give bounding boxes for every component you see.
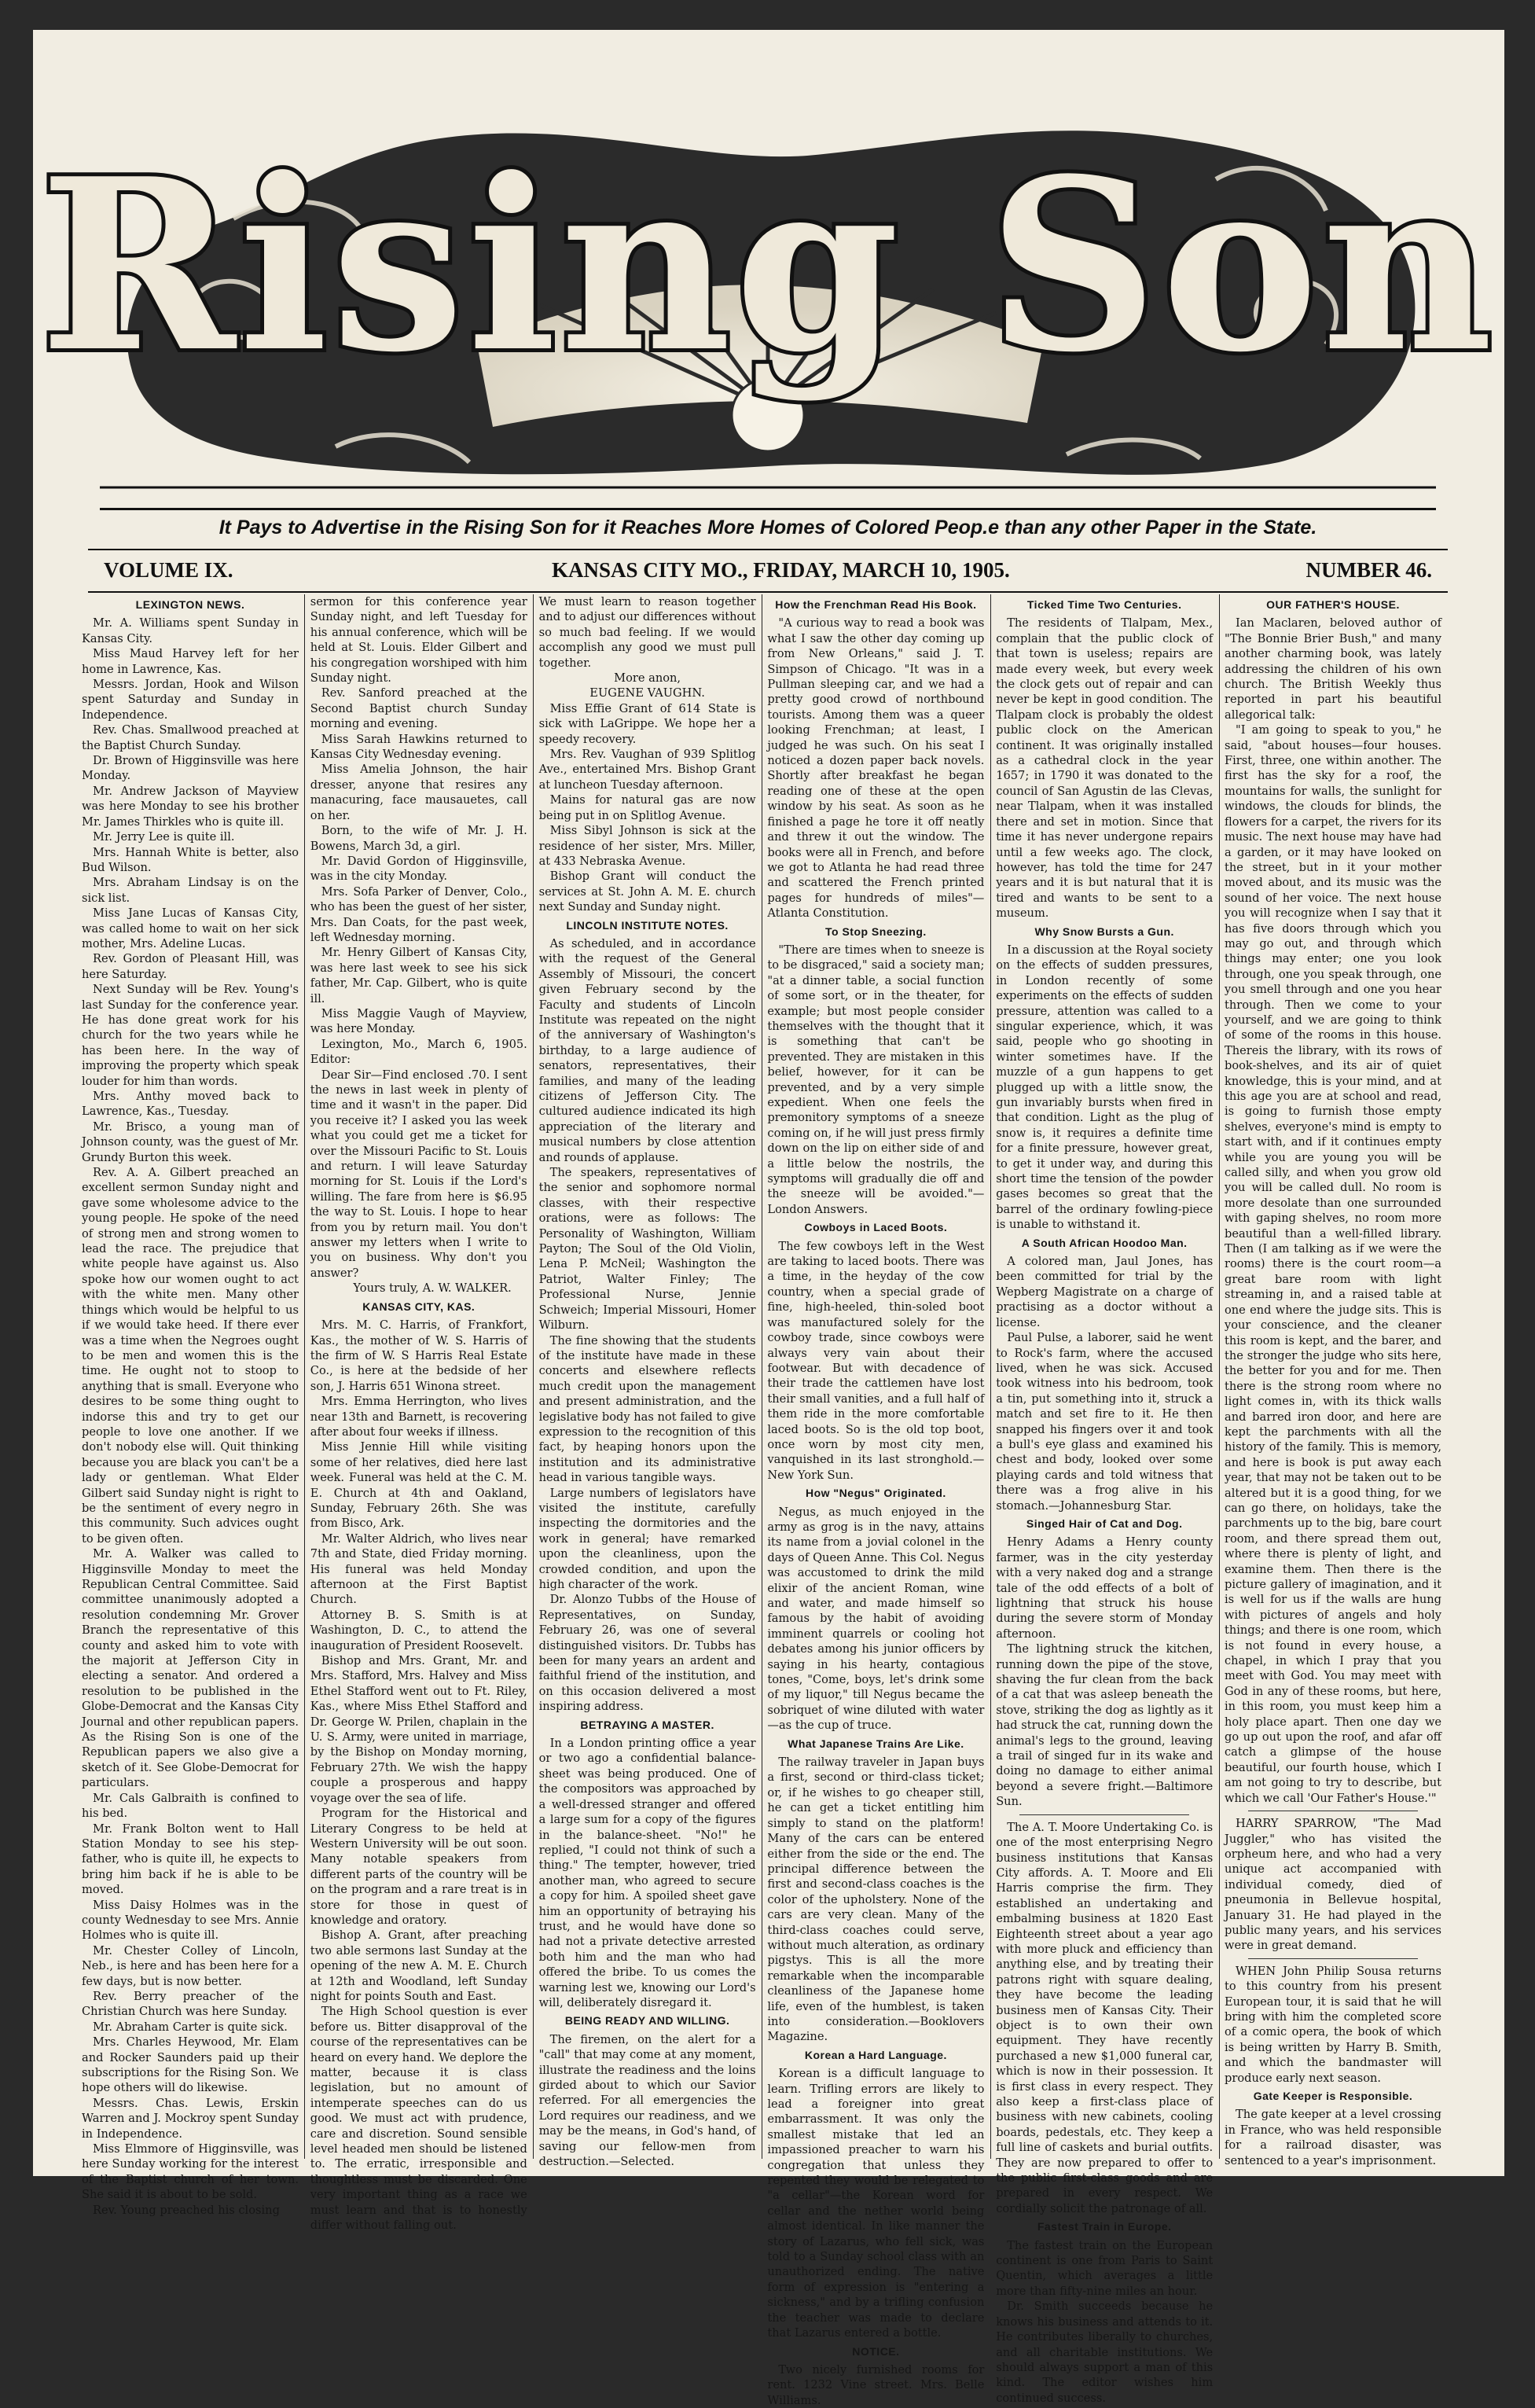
paragraph: Mr. David Gordon of Higginsville, was in the city Monday. <box>310 854 527 884</box>
issue-number: NUMBER 46. <box>1305 558 1432 582</box>
paragraph: Mrs. Anthy moved back to Lawrence, Kas., Tuesday. <box>82 1090 299 1119</box>
column-rule <box>533 594 534 2159</box>
column-rule <box>304 594 305 2159</box>
article-columns <box>82 594 1457 2407</box>
paragraph: The A. T. Moore Undertaking Co. is one of the most enterprising Negro business institutions that Kansas City affords. A. T. Moore and Eli Harris comprise the firm. They established an undertaking and embalming business at 1820 East Eighteenth street about a year ago with more pluck and efficiency than anything else, and by treating their patrons right with square dealing, they have become the leading business men of Kansas City. Their object is to own their own equipment. They have recently purchased a new $1,000 funeral car, which is now in their possession. It is first class in every respect. They also keep a first-class place of business with new cabinets, cooling boards, pedestals, etc. They keep a full line of caskets and burial outfits. They are now prepared to offer to the public first-class goods and are prepared in every respect. We cordially solicit the patronage of all. <box>996 1820 1214 2215</box>
column-1 <box>82 594 299 2217</box>
paragraph: Miss Elmmore of Higginsville, was here Sunday working for the interest of the Baptist church of her town. She said it is about to be sold. <box>82 2142 299 2202</box>
column-divider <box>1248 1958 1418 1959</box>
paragraph: The residents of Tlalpam, Mex., complain that the public clock of that town is useless; repairs are made every week, but every week the clock gets out of repair and can never be kept in good condition. The Tlalpam clock is probably the oldest public clock on the American continent. It was originally installed as a cathedral clock in the year 1657; in 1790 it was donated to the council of San Agustin de las Clevas, near Tlalpam, when it was installed there and set in motion. Since that time it has never undergone repairs until a few weeks ago. The clock, however, has told the time for 247 years and it is but natural that it is tired and wants to be sent to a museum. <box>996 616 1214 921</box>
paragraph: Next Sunday will be Rev. Young's last Sunday for the conference year. He has done great work for his church for the two years while he has been here. In the way of improving the property which speak louder for him than words. <box>82 983 299 1088</box>
paragraph: The fine showing that the students of the institute have made in these concerts and elsewhere reflects much credit upon the management and present administration, and the legislative body has not failed to give expression to the recognition of this fact, by heaping honors upon the institution and its administrative head in various tangible ways. <box>538 1333 756 1485</box>
paragraph: Paul Pulse, a laborer, said he went to Rock's farm, where the accused lived, when he was sick. Accused took witness into his bedroom, took a tin, put something into it, struck a match and set fire to it. He then snapped his fingers over it and took a bull's eye glass and examined his chest and body, looked over some playing cards and told witness that there was a frog alive in his stomach.—Johannesburg Star. <box>996 1331 1214 1513</box>
paragraph: Mrs. M. C. Harris, of Frankfort, Kas., the mother of W. S. Harris of the firm of W. S Harris Real Estate Co., is here at the bedside of her son, J. Harris 651 Winona street. <box>310 1318 527 1393</box>
paragraph: Mrs. Emma Herrington, who lives near 13th and Barnett, is recovering after about four weeks if illness. <box>310 1395 527 1439</box>
column-3 <box>538 594 756 2169</box>
paragraph: Rev. Young preached his closing <box>93 2203 280 2217</box>
paragraph: Mr. Walter Aldrich, who lives near 7th and State, died Friday morning. His funeral was held Monday afternoon at the First Baptist Church. <box>310 1531 527 1607</box>
column-2 <box>310 594 527 2233</box>
paragraph: Negus, as much enjoyed in the army as grog is in the navy, attains its name from a jovial colonel in the days of Queen Anne. This Col. Negus was accustomed to drink the mild elixir of the ancient Roman, wine and water, and made himself so famous by the habit of avoiding imminent quarrels or cooling hot debates among his junior officers by saying in his hearty, contagious tones, "Come, boys, let's drink some of my liquor," till Negus became the sobriquet of wine diluted with water—as the cup of truce. <box>767 1505 985 1733</box>
paragraph: We must learn to reason together and to adjust our differences without so much bad feeling. If we would accomplish any good we must pull together. <box>538 595 756 670</box>
paragraph: "There are times when to sneeze is to be disgraced," said a society man; "at a dinner table, a social function of some sort, or in the theater, for example; but most people consider themselves with the thought that it is something that can't be prevented. They are mistaken in this belief, however, for it can be prevented, and by a very simple expedient. When one feels the premonitory symptoms of a sneeze coming on, if he will just press firmly down on the lip on either side of and a little below the nostrils, the symptoms will gradually die off and the sneeze will be avoided."—London Answers. <box>767 943 985 1216</box>
article-headline: KANSAS CITY, KAS. <box>362 1300 476 1313</box>
paragraph: Miss Amelia Johnson, the hair dresser, anyone that resires any manacuring, face mausauetes, call on her. <box>310 763 527 822</box>
issue-date: KANSAS CITY MO., FRIDAY, MARCH 10, 1905. <box>552 558 1010 582</box>
article-headline: BEING READY AND WILLING. <box>564 2014 730 2027</box>
paragraph: Rev. Gordon of Pleasant Hill, was here Saturday. <box>82 952 299 981</box>
dateline-bar <box>88 549 1448 593</box>
paragraph: Mr. A. Walker was called to Higginsville Monday to meet the Republican Central Committee. Said committee unanimously adopted a resolution condemning Mr. Grover Branch the representative of this county and asked him to vote with the majorit at Jefferson City in electing a senator. And ordered a resolution to be published in the Globe-Democrat and the Kansas City Journal and other republican papers. As the Rising Son is one of the Republican papers we also give a sketch of it. See Globe-Democrat for particulars. <box>82 1547 299 1790</box>
paragraph: Mr. Henry Gilbert of Kansas City, was here last week to see his sick father, Mr. Cap. Gilbert, who is quite ill. <box>310 946 527 1005</box>
article-headline: A South African Hoodoo Man. <box>1021 1236 1188 1249</box>
paragraph: Mr. Andrew Jackson of Mayview was here Monday to see his brother Mr. James Thirkles who is quite ill. <box>82 784 299 829</box>
article-headline: OUR FATHER'S HOUSE. <box>1266 598 1400 611</box>
paragraph: In a London printing office a year or two ago a confidential balance-sheet was being produced. One of the compositors was approached by a well-dressed stranger and offered a large sum for a copy of the figures in the balance-sheet. "No!" he replied, "I could not think of such a thing." The tempter, however, tried another man, who agreed to secure a copy for him. A spoiled sheet gave him an opportunity of betraying his trust, and he would have done so had not a private detective arrested both him and the man who had offered the bribe. To us comes the warning lest we, knowing our Lord's will, deliberately disregard it. <box>538 1737 756 2009</box>
article-headline: How the Frenchman Read His Book. <box>775 598 977 611</box>
paragraph: Mrs. Abraham Lindsay is on the sick list. <box>82 876 299 905</box>
paragraph: Rev. Berry preacher of the Christian Church was here Sunday. <box>82 1989 299 2019</box>
article-headline: NOTICE. <box>852 2344 900 2358</box>
article-headline: BETRAYING A MASTER. <box>580 1718 714 1731</box>
article-headline: To Stop Sneezing. <box>824 925 927 938</box>
paragraph: Program for the Historical and Literary Congress to be held at Western University will be out soon. Many notable speakers from different parts of the country will be on the program and a rare treat is in store for those in quest of knowledge and oratory. <box>310 1807 527 1927</box>
paragraph: sermon for this conference year Sunday night, and left Tuesday for his annual conference, which will be held at St. Louis. Elder Gilbert and his congregation worshiped with him Sunday night. <box>310 595 527 686</box>
paragraph: In a discussion at the Royal society on the effects of sudden pressures, in London recently of some experiments on the effects of sudden pressure, attention was called to a singular experience, which, it was said, people who go shooting in winter sometimes have. If the muzzle of a gun happens to get plugged up with a little snow, the gun invariably bursts when fired in that condition. Light as the plug of snow is, it requires a definite time for a finite pressure, however great, to get it under way, and during this short time the tension of the powder gases becomes so great that the barrel of the ordinary fowling-piece is unable to withstand it. <box>996 943 1214 1232</box>
article-headline: Why Snow Bursts a Gun. <box>1034 925 1174 938</box>
paragraph: Mr. Jerry Lee is quite ill. <box>93 830 235 844</box>
paragraph: Born, to the wife of Mr. J. H. Bowens, March 3d, a girl. <box>310 824 527 853</box>
paragraph: Rev. A. A. Gilbert preached an excellent sermon Sunday night and gave some wholesome advice to the young people. He spoke of the need of strong men and strong women to lead the race. The prejudice that white people have against us. Also spoke how our women ought to act with the white men. Many other things which would be helpful to us if we would take heed. If there ever was a time when the Negroes ought to be men and women this is the time. He ought not to stoop to anything that is small. Everyone who desires to be some thing ought to indorse this and try to get our people to love one another. If we don't nobody else will. Quit thinking because you are black you can't be a lady or gentleman. What Elder Gilbert said Sunday night is right to be the sentiment of every negro in this community. Such advices ought to be given often. <box>82 1166 299 1546</box>
paragraph: Mr. A. Williams spent Sunday in Kansas City. <box>82 616 299 645</box>
paragraph: Rev. Sanford preached at the Second Baptist church Sunday morning and evening. <box>310 686 527 731</box>
paragraph: Miss Jane Lucas of Kansas City, was called home to wait on her sick mother, Mrs. Adeline Lucas. <box>82 906 299 950</box>
newspaper-page <box>33 30 1504 2407</box>
paragraph: Mrs. Rev. Vaughan of 939 Splitlog Ave., entertained Mrs. Bishop Grant at luncheon Tuesday afternoon. <box>538 748 756 792</box>
article-headline: Cowboys in Laced Boots. <box>804 1221 948 1234</box>
paragraph: Rev. Chas. Smallwood preached at the Baptist Church Sunday. <box>82 723 299 752</box>
paragraph: Miss Maud Harvey left for her home in Lawrence, Kas. <box>82 647 299 676</box>
paragraph: Dr. Alonzo Tubbs of the House of Representatives, on Sunday, February 26, was one of several distinguished visitors. Dr. Tubbs has been for many years an ardent and faithful friend of the institution, and on this occasion delivered a most inspiring address. <box>538 1593 756 1714</box>
column-6 <box>1225 594 1441 2167</box>
article-headline: How "Negus" Originated. <box>805 1487 946 1500</box>
paragraph: Miss Daisy Holmes was in the county Wednesday to see Mrs. Annie Holmes who is quite ill. <box>82 1898 299 1943</box>
paragraph: The fastest train on the European continent is one from Paris to Saint Quentin, which averages a little more than fifty-nine miles an hour. <box>996 2238 1214 2298</box>
article-headline: Fastest Train in Europe. <box>1037 2220 1172 2233</box>
paragraph: The firemen, on the alert for a "call" that may come at any moment, illustrate the readiness and the loins girded about to which our Savior referred. For all emergencies the Lord requires our readiness, and we may be the means, in God's hand, of saving our fellow-men from destruction.—Selected. <box>538 2032 756 2169</box>
paragraph: A colored man, Jaul Jones, has been committed for trial by the Wepberg Magistrate on a charge of practising as a doctor without a license. <box>996 1255 1214 1329</box>
paragraph: Miss Maggie Vaugh of Mayview, was here Monday. <box>310 1006 527 1036</box>
centered-line: More anon, <box>614 671 681 686</box>
paragraph: Mr. Chester Colley of Lincoln, Neb., is here and has been here for a few days, but is now better. <box>82 1943 299 1988</box>
paragraph: "I am going to speak to you," he said, "about houses—four houses. First, three, one within another. The first has the sky for a roof, the mountains for walls, the sunlight for windows, the clouds for blinds, the flowers for a carpet, the rivers for its music. The next house may have had a garden, or it may have looked on the street, but in it your mother moved about, and its music was the sound of her voice. The next house you will recognize when I say that it has five doors through which you may go out, and through which things may enter; one you look through, one you speak through, one you smell through and one you hear through. Then we come to your yourself, and we are going to think of some of the rooms in this house. Thereis the library, with its rows of book-shelves, and its air of quiet knowledge, this is your mind, and at this age you are at school and read, is going to furnish those empty shelves, everyone's mind is empty to start with, and if it continues empty while you are young you will be called silly, and when you grow old you will be called dull. No room is more desolate than one surrounded with gaping shelves, no room more beautiful than a well-filled library. Then (I am talking as if we were the rooms) there is the court room—a great bare room with light streaming in, and a raised table at one end where the judge sits. This is your conscience, and the cleaner this room is kept, and the barer, and the stronger the judge who sits here, the better for you and for me. Then there is the strong room where no light comes in, with its thick walls and barred iron door, and here are kept the parchments with all the history of the family. This is memory, and here is book is put away each year, that may not be taken out to be altered but it is a good thing, for we can go there, on holidays, take the parchments up to the big, bare court room, and there spread them out, where there is plenty of light, and examine them. Then there is the picture gallery of imagination, and it is well for us if the walls are hung with pictures of angels and holy things; and there is one room, which is not found in every house, a chapel, in which I pray that you meet with God. You may meet with God in any of these rooms, but here, in this room, you must keep him a holy place apart. Then one day we go up out upon the roof, and afar off catch a glimpse of the house beautiful, our fourth house, which I am not going to try to describe, but which we call 'Our Father's House.'" <box>1225 723 1441 1805</box>
paragraph: "A curious way to read a book was what I saw the other day coming up from New Orleans," said J. T. Simpson of Chicago. "It was in a Pullman sleeping car, and we had a pretty good crowd of northbound tourists. Among them was a queer looking Frenchman; at least, I judged he was such. On his seat I noticed a dozen paper back novels. Shortly after breakfast he began reading one of these at the open window by his seat. As soon as he finished a page he tore it off neatly and threw it out the window. The books were all in French, and before we got to Atlanta he had read three and scattered the French printed pages for hundreds of miles"—Atlanta Constitution. <box>767 616 985 921</box>
paragraph: Mains for natural gas are now being put in on Splitlog Avenue. <box>538 793 756 822</box>
paragraph: Dr. Brown of Higginsville was here Monday. <box>82 754 299 783</box>
paragraph: Miss Sarah Hawkins returned to Kansas City Wednesday evening. <box>310 732 527 762</box>
paragraph: Lexington, Mo., March 6, 1905. Editor: <box>310 1037 527 1067</box>
paragraph: Mr. Abraham Carter is quite sick. <box>93 2020 288 2034</box>
signature: Yours truly, A. W. WALKER. <box>353 1281 512 1296</box>
paragraph: Miss Sibyl Johnson is sick at the residence of her sister, Mrs. Miller, at 433 Nebraska Avenue. <box>538 824 756 868</box>
article-headline: Ticked Time Two Centuries. <box>1026 598 1182 611</box>
paragraph: Ian Maclaren, beloved author of "The Bonnie Brier Bush," and many another charming book, was lately addressing the children of his own church. The British Weekly thus reported in part his beautiful allegorical talk: <box>1225 616 1441 722</box>
paragraph: HARRY SPARROW, "The Mad Juggler," who has visited the orpheum here, and who had a very unique act accompanied with individual comedy, died of pneumonia in Bellevue hospital, January 31. He had played in the public many years, and his services were in great demand. <box>1225 1817 1441 1953</box>
column-4 <box>767 594 985 2407</box>
paragraph: Attorney B. S. Smith is at Washington, D. C., to attend the inauguration of President Roosevelt. <box>310 1608 527 1653</box>
paragraph: The lightning struck the kitchen, running down the pipe of the stove, shaving the fur clean from the back of a cat that was asleep beneath the stove, striking the dog as lightly as it had struck the cat, running down the animal's legs to the ground, leaving a trail of singed fur in its wake and doing no damage to either animal beyond a severe fright.—Baltimore Sun. <box>996 1642 1214 1809</box>
paragraph: Mrs. Hannah White is better, also Bud Wilson. <box>82 845 299 874</box>
paragraph: Bishop and Mrs. Grant, Mr. and Mrs. Stafford, Mrs. Halvey and Miss Ethel Stafford went out to Ft. Riley, Kas., where Miss Ethel Stafford and Dr. George W. Prilen, chaplain in the U. S. Army, were united in marriage, by the Bishop on Monday morning, February 27th. We wish the happy couple a prosperous and happy voyage over the sea of life. <box>310 1654 527 1805</box>
paragraph: As scheduled, and in accordance with the request of the General Assembly of Missouri, the concert given February second by the Faculty and students of Lincoln Institute was repeated on the night of the anniversary of Washington's birthday, to a large audience of senators, representatives, their families, and many of the leading citizens of Jefferson City. The cultured audience indicated its high appreciation of the literary and musical numbers by close attention and rounds of applause. <box>538 936 756 1164</box>
volume-label: VOLUME IX. <box>104 558 233 582</box>
article-headline: Korean a Hard Language. <box>804 2048 947 2061</box>
paragraph: Mrs. Sofa Parker of Denver, Colo., who has been the guest of her sister, Mrs. Dan Coats, for the past week, left Wednesday morning. <box>310 884 527 944</box>
paragraph: Two nicely furnished rooms for rent. 1232 Vine street. Mrs. Belle Williams. <box>767 2362 985 2407</box>
paragraph: Miss Effie Grant of 614 State is sick with LaGrippe. We hope her a speedy recovery. <box>538 701 756 746</box>
paragraph: Messrs. Chas. Lewis, Erskin Warren and J. Mockroy spent Sunday in Independence. <box>82 2096 299 2141</box>
article-headline: What Japanese Trains Are Like. <box>788 1737 964 1750</box>
column-divider <box>1019 1814 1189 1815</box>
paragraph: Messrs. Jordan, Hook and Wilson spent Saturday and Sunday in Independence. <box>82 678 299 722</box>
paragraph: Large numbers of legislators have visited the institute, carefully inspecting the dormitories and the work in general; have remarked upon the cleanliness, upon the crowded condition, and upon the high character of the work. <box>538 1486 756 1591</box>
paragraph: Bishop A. Grant, after preaching two able sermons last Sunday at the opening of the new A. M. E. Church at 12th and Woodland, left Sunday night for points South and East. <box>310 1928 527 2003</box>
column-5 <box>996 594 1214 2405</box>
paragraph: The railway traveler in Japan buys a first, second or third-class ticket; or, if he wishes to go cheaper still, he can get a ticket entitling him simply to stand on the platform! Many of the cars can be entered either from the side or the end. The principal difference between the first and second-class coaches is the color of the upholstery. None of the cars are very clean. Many of the third-class coaches could serve, without much alteration, as ordinary pigstys. This is all the more remarkable when the incomparable cleanliness of the Japanese home life, even of the humblest, is taken into consideration.—Booklovers Magazine. <box>767 1755 985 2044</box>
paragraph: Mr. Frank Bolton went to Hall Station Monday to see his step-father, who is quite ill, he expects to bring him back if he is able to be moved. <box>82 1822 299 1897</box>
paragraph: The few cowboys left in the West are taking to laced boots. There was a time, in the heyday of the cow country, when a special grade of fine, high-heeled, thin-soled boot was manufactured solely for the cowboy trade, since cowboys were always very vain about their footwear. But with decadence of their trade the cattlemen have lost their small vanities, and a full half of them ride in the more comfortable laced boots. So is the old top boot, once worn by most city men, vanquished in its last stronghold.—New York Sun. <box>767 1239 985 1482</box>
paragraph: Dear Sir—Find enclosed .70. I sent the news in last week in plenty of time and it wasn't in the paper. Did you receive it? I asked you las week what you could get me a ticket for over the Missouri Pacific to St. Louis and return. I will leave Saturday morning for St. Louis if the Lord's willing. The fare from here is $6.95 the way to St. Louis. I hope to hear from you by return mail. You don't answer my letters when I write to you on business. Why don't you answer? <box>310 1068 527 1280</box>
paragraph: The speakers, representatives of the senior and sophomore normal classes, with their respective orations, were as follows: The Personality of Washington, William Payton; The Soul of the Old Violin, Lena P. McNeil; Washington the Patriot, Walter Finley; The Professional Nurse, Jennie Schweich; Imperial Missouri, Homer Wilburn. <box>538 1166 756 1333</box>
paragraph: Mrs. Charles Heywood, Mr. Elam and Rocker Saunders paid up their subscriptions for the Rising Son. We hope others will do likewise. <box>82 2035 299 2095</box>
masthead-title: Rising Son <box>39 127 1496 404</box>
paragraph: The gate keeper at a level crossing in France, who was held responsible for a railroad disaster, was sentenced to a year's imprisonment. <box>1225 2108 1441 2167</box>
article-headline: Gate Keeper is Responsible. <box>1253 2090 1413 2102</box>
paragraph: Mr. Brisco, a young man of Johnson county, was the guest of Mr. Grundy Burton this week. <box>82 1119 299 1164</box>
article-headline: Singed Hair of Cat and Dog. <box>1026 1516 1183 1530</box>
column-rule <box>990 594 991 2159</box>
paragraph: Miss Jennie Hill while visiting some of her relatives, died here last week. Funeral was held at the C. M. E. Church at 4th and Oakland, Sunday, February 26th. She was from Bisco, Ark. <box>310 1440 527 1531</box>
paragraph: Dr. Smith succeeds because he knows his business and attends to it. He contributes liberally to churches, and all charitable institutions. We should always support a man of this kind. The editor wishes him continued success. <box>996 2300 1214 2405</box>
paragraph: Bishop Grant will conduct the services at St. John A. M. E. church next Sunday and Sunday night. <box>538 869 756 914</box>
masthead-illustration <box>39 108 1496 494</box>
paragraph: Henry Adams a Henry county farmer, was in the city yesterday with a very naked dog and a strange tale of the odd effects of a bolt of lightning that struck his house during the severe storm of Monday afternoon. <box>996 1535 1214 1641</box>
tagline: It Pays to Advertise in the Rising Son for it Reaches More Homes of Colored Peop.e than any other Paper in the State. <box>100 508 1436 545</box>
paragraph: The High School question is ever before us. Bitter disapproval of the course of the representatives can be heard on every hand. We deplore the matter, because it is class legislation, but no amount of intemperate speeches can do us good. We must act with prudence, care and discretion. Sound sensible level headed men should be listened to. The erratic, irresponsible and thoughtless must be discarded. One very important thing as a race we must learn and that is to honestly differ without falling out. <box>310 2005 527 2233</box>
centered-line: EUGENE VAUGHN. <box>589 686 705 700</box>
column-rule <box>1219 594 1220 2159</box>
article-headline: LEXINGTON NEWS. <box>135 598 245 611</box>
paragraph: Mr. Cals Galbraith is confined to his bed. <box>82 1791 299 1821</box>
paragraph: WHEN John Philip Sousa returns to this country from his present European tour, it is said that he will bring with him the completed score of a comic opera, the book of which is being written by Harry B. Smith, and which the bandmaster will produce early next season. <box>1225 1964 1441 2085</box>
paragraph: Korean is a difficult language to learn. Trifling errors are likely to lead a foreigner into great embarrassment. It was only the smallest mistake that led an impassioned preacher to warn his congregation that unless they repented they would be relegated to "a cellar"—the Korean word for cellar and the nether world being almost identical. In like manner the story of Lazarus, who fell sick, was told to a Sunday school class with an unauthorized ending. The native form of expression is "entering a sickness," and by a trifling confusion the teacher was made to declare that Lazarus entered a bottle. <box>767 2067 985 2340</box>
article-headline: LINCOLN INSTITUTE NOTES. <box>566 918 729 932</box>
